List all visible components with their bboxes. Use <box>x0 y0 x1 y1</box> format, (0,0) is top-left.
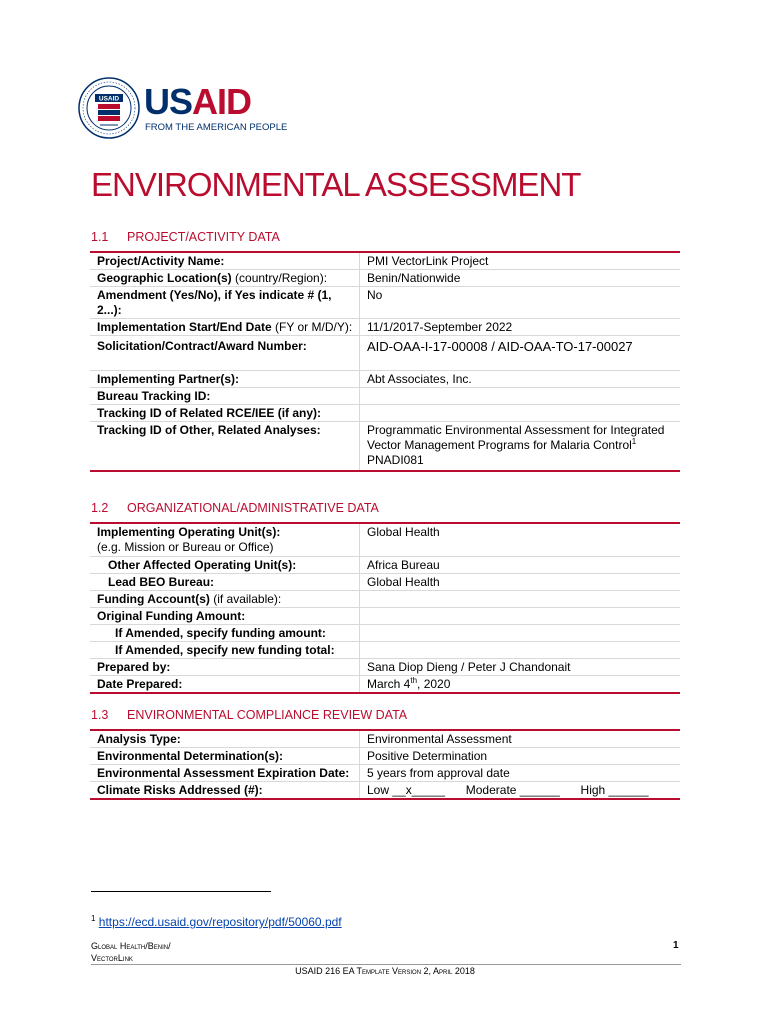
field-value: Programmatic Environmental Assessment for Integrated Vector Management Programs for Malaria Control$^1$ PNADI081 <box>367 423 665 467</box>
usaid-wordmark: USAID <box>144 81 252 122</box>
field-value: Global Health <box>367 525 440 539</box>
field-label: If Amended, specify new funding total: <box>90 642 360 658</box>
table-row <box>90 591 680 608</box>
table-row <box>90 557 680 574</box>
field-label: Implementing Partner(s): <box>90 371 360 387</box>
field-value <box>360 608 680 624</box>
table-row <box>90 270 680 287</box>
table-row <box>90 336 680 371</box>
field-value: No <box>367 288 383 302</box>
usaid-tagline: FROM THE AMERICAN PEOPLE <box>145 122 288 133</box>
compliance-review-table <box>90 729 680 800</box>
page-number: 1 <box>673 940 679 951</box>
field-value: Benin/Nationwide <box>367 271 461 285</box>
climate-risk-high: High ______ <box>580 783 649 797</box>
table-row <box>90 253 680 270</box>
field-value: Positive Determination <box>367 749 488 763</box>
field-label: Prepared by: <box>90 659 360 675</box>
field-value: Global Health <box>367 575 440 589</box>
field-label: Environmental Assessment Expiration Date: <box>90 765 360 781</box>
field-label: Bureau Tracking ID: <box>90 388 360 404</box>
table-row <box>90 731 680 748</box>
table-row <box>90 625 680 642</box>
field-label: Original Funding Amount: <box>90 608 360 624</box>
field-value: 11/1/2017-September 2022 <box>367 320 513 334</box>
table-row <box>90 524 680 557</box>
footer-center: USAID 216 EA Template Version 2, April 2018 <box>295 966 475 976</box>
table-row <box>90 782 680 798</box>
field-label: Implementing Operating Unit(s): (e.g. Mission or Bureau or Office) <box>90 524 360 556</box>
field-value: Environmental Assessment <box>367 732 512 746</box>
field-label: Project/Activity Name: <box>90 253 360 269</box>
field-label: Funding Account(s) (if available): <box>90 591 360 607</box>
table-row <box>90 405 680 422</box>
field-label: Solicitation/Contract/Award Number: <box>90 336 360 370</box>
section-heading-1-2: 1.2 ORGANIZATIONAL/ADMINISTRATIVE DATA <box>91 501 379 515</box>
organizational-table <box>90 522 680 694</box>
table-row <box>90 608 680 625</box>
field-label: Environmental Determination(s): <box>90 748 360 764</box>
field-label: Analysis Type: <box>90 731 360 747</box>
table-row <box>90 388 680 405</box>
climate-risk-value <box>360 782 680 798</box>
field-value <box>360 388 680 404</box>
field-value <box>360 405 680 421</box>
table-row <box>90 748 680 765</box>
field-value: 5 years from approval date <box>367 766 510 780</box>
climate-risk-moderate: Moderate ______ <box>465 783 560 797</box>
table-row <box>90 659 680 676</box>
project-activity-table <box>90 251 680 472</box>
field-label: Tracking ID of Other, Related Analyses: <box>90 422 360 470</box>
table-row <box>90 422 680 470</box>
contract-number-value: AID-OAA-I-17-00008 / AID-OAA-TO-17-00027 <box>367 339 633 354</box>
field-label: Implementation Start/End Date (FY or M/D/Y): <box>90 319 360 335</box>
footnote-link[interactable]: https://ecd.usaid.gov/repository/pdf/50060.pdf <box>98 915 342 929</box>
field-label: Climate Risks Addressed (#): <box>90 782 360 798</box>
document-title: ENVIRONMENTAL ASSESSMENT <box>91 166 581 203</box>
footer-separator <box>91 964 681 965</box>
field-label: Tracking ID of Related RCE/IEE (if any): <box>90 405 360 421</box>
table-row <box>90 371 680 388</box>
table-row <box>90 319 680 336</box>
field-value <box>360 591 680 607</box>
usaid-seal-icon <box>78 77 140 139</box>
table-row <box>90 765 680 782</box>
field-label: Amendment (Yes/No), if Yes indicate # (1, 2...): <box>90 287 360 318</box>
field-value: Abt Associates, Inc. <box>367 372 472 386</box>
section-heading-1-3: 1.3 ENVIRONMENTAL COMPLIANCE REVIEW DATA <box>91 708 408 722</box>
field-label: Geographic Location(s) (country/Region): <box>90 270 360 286</box>
table-row <box>90 676 680 692</box>
section-heading-1-1: 1.1 PROJECT/ACTIVITY DATA <box>91 230 280 244</box>
table-row <box>90 287 680 319</box>
usaid-logo <box>78 77 288 139</box>
field-value: PMI VectorLink Project <box>367 254 489 268</box>
field-label: If Amended, specify funding amount: <box>90 625 360 641</box>
table-row <box>90 642 680 659</box>
table-row <box>90 574 680 591</box>
field-value: Sana Diop Dieng / Peter J Chandonait <box>367 660 571 674</box>
footnote: $^1$ https://ecd.usaid.gov/repository/pdf/50060.pdf <box>91 914 342 929</box>
field-value: March 4th, 2020 <box>367 676 451 691</box>
field-value: Africa Bureau <box>367 558 440 572</box>
climate-risk-low: Low __x_____ <box>367 783 446 797</box>
field-value <box>360 642 680 658</box>
field-label: Other Affected Operating Unit(s): <box>90 557 360 573</box>
field-label: Lead BEO Bureau: <box>90 574 360 590</box>
field-value <box>360 625 680 641</box>
footnote-separator <box>91 891 271 892</box>
svg-text:USAID: USAID <box>98 95 120 103</box>
field-label: Date Prepared: <box>90 676 360 692</box>
footer-left: Global Health/Benin/ VectorLink <box>91 941 171 963</box>
